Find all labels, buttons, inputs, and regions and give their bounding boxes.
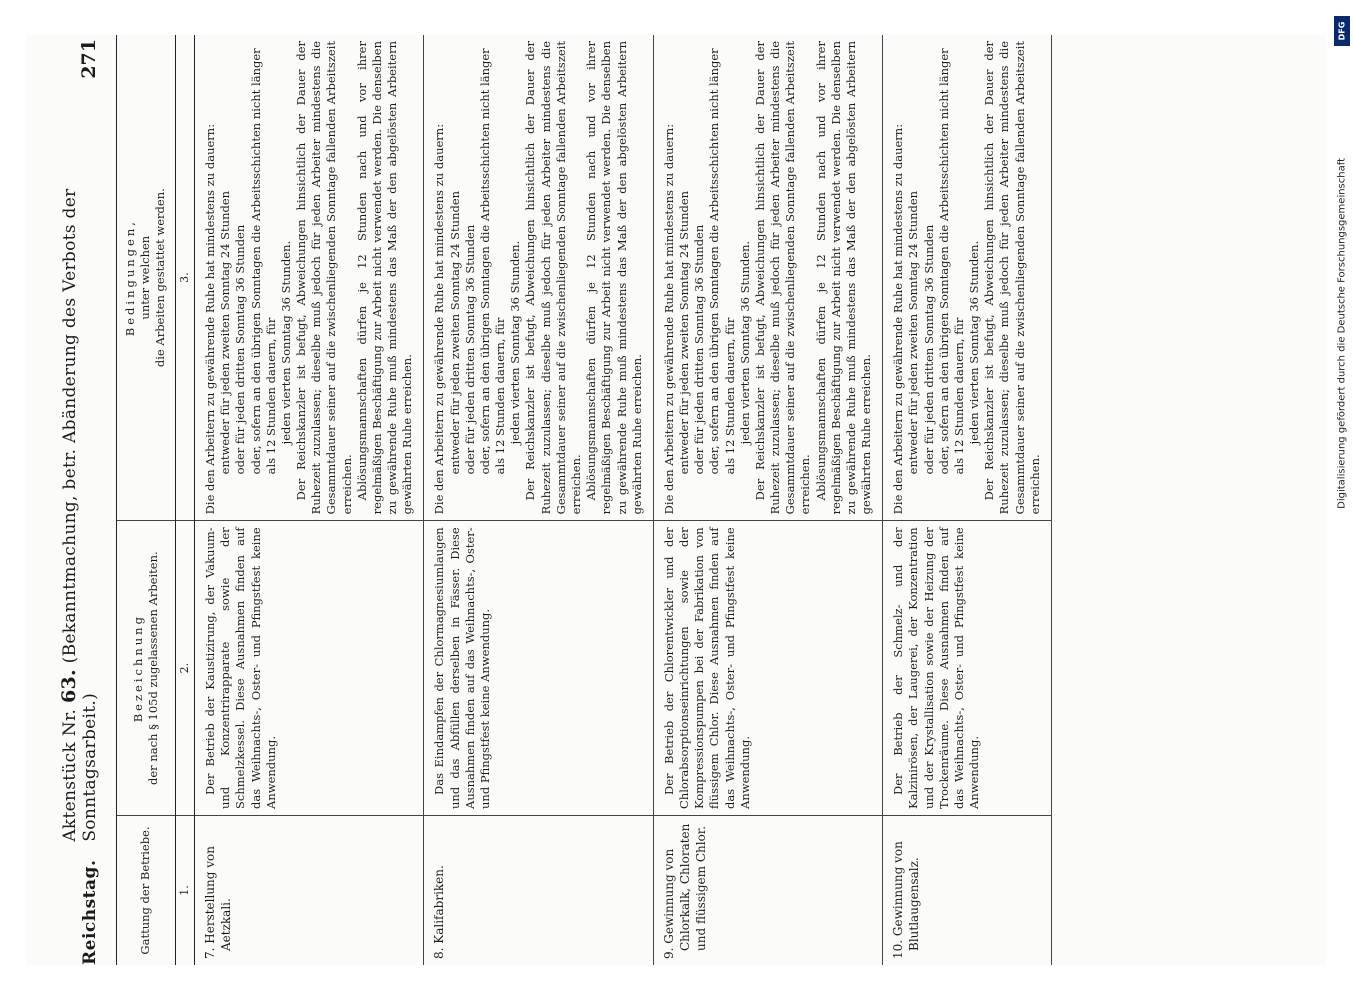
col-header-gattung: Gattung der Betriebe. [117,815,176,965]
condition-option-b: oder für jeden dritten Sonntag 36 Stunden [233,224,248,475]
condition-option-c: oder, sofern an den übrigen Sonntagen die Arbeitsschichten nicht länger als 12 Stunden dauern, für [248,48,278,475]
table-row [195,35,424,965]
digitization-credit: Digitalisierung gefördert durch die Deutsche Forschungsgemeinschaft [1336,158,1348,509]
condition-intro: Die den Arbeitern zu gewährende Ruhe hat mindestens zu dauern: [891,123,906,515]
condition-option-b: oder für jeden dritten Sonntag 36 Stunden [921,224,936,475]
row-category: 7. Herstellung von Aetzkali. [195,815,424,965]
condition-option-a: entweder für jeden zweiten Sonntag 24 Stunden [677,190,692,475]
header-subject: (Bekanntmachung, betr. Abänderung des Verbots der Sonntagsarbeit.) [60,188,100,842]
condition-intro: Die den Arbeitern zu gewährende Ruhe hat mindestens zu dauern: [661,123,676,515]
dfg-logo [1334,16,1350,46]
condition-option-a: entweder für jeden zweiten Sonntag 24 Stunden [906,190,921,475]
condition-option-c: oder, sofern an den übrigen Sonntagen die Arbeitsschichten nicht länger als 12 Stunden dauern, für [477,48,508,475]
rotated-page [26,35,1326,965]
header-title [58,79,100,860]
condition-abloesung: Ablösungsmannschaften dürfen je 12 Stunden nach und vor ihrer regelmäßigen Beschäftigung zur Arbeit nicht verwendet werden. Die denselben zu gewährende Ruhe muß mindestens das Maß der den abgelösten Arbeitern gewährten Ruhe erreichen. [354,41,415,515]
condition-option-d: jeden vierten Sonntag 36 Stunden. [278,240,293,445]
header-reichstag: Reichstag. [80,859,100,965]
row-description: Der Betrieb der Schmelz- und der Kalzinirösen, der Laugerei, der Konzentration und der Krystallisation sowie der Heizung der Trockenräume. Diese Ausnahmen finden auf das Weihnachts-, Oster- und Pfingstfest keine Anwendung. [883,521,1052,816]
header-akten-number: 63. [58,669,80,704]
col-header-bedingungen-sub2: die Arbeiten gestattet werden. [153,188,168,368]
table-row [424,35,653,965]
row-conditions [883,35,1052,521]
condition-abloesung: Ablösungsmannschaften dürfen je 12 Stunden nach und vor ihrer regelmäßigen Beschäftigung zur Arbeit nicht verwendet werden. Die denselben zu gewährende Ruhe muß mindestens das Maß der den abgelösten Arbeitern gewährten Ruhe erreichen. [813,41,874,515]
table-row [653,35,882,965]
col-header-bedingungen-title: Bedingungen, [123,219,137,337]
condition-option-d: jeden vierten Sonntag 36 Stunden. [737,240,752,445]
condition-option-a: entweder für jeden zweiten Sonntag 24 Stunden [218,190,233,475]
page-header [46,35,100,965]
row-description: Der Betrieb der Chlorentwickler und der Chlorabsorptionseinrichtungen sowie der Kompressionspumpen bei der Fabrikation von flüssigem Chlor. Diese Ausnahmen finden auf das Weihnachts-, Oster- und Pfingstfest keine Anwendung. [653,521,882,816]
row-conditions [195,35,424,521]
condition-option-c: oder, sofern an den übrigen Sonntagen die Arbeitsschichten nicht länger als 12 Stunden dauern, für [707,48,737,475]
condition-option-d: jeden vierten Sonntag 36 Stunden. [508,240,523,445]
condition-reichskanzler: Der Reichskanzler ist befugt, Abweichungen hinsichtlich der Dauer der Ruhezeit zuzulassen; dieselbe muß jedoch für jeden Arbeiter mindestens die Gesammtdauer seiner auf die zwischenliegenden Sonntage fallenden Arbeitszeit erreichen. [523,41,583,515]
col-number-1: 1. [175,815,195,965]
col-header-bezeichnung [117,521,176,816]
condition-intro: Die den Arbeitern zu gewährende Ruhe hat mindestens zu dauern: [203,123,218,515]
row-category: 10. Gewinnung von Blutlaugensalz. [883,815,1052,965]
row-category: 8. Kalifabriken. [424,815,653,965]
row-category: 9. Gewinnung von Chlorkalk, Chloraten und flüssigem Chlor. [653,815,882,965]
condition-intro: Die den Arbeitern zu gewährende Ruhe hat mindestens zu dauern: [432,123,447,515]
condition-reichskanzler: Der Reichskanzler ist befugt, Abweichungen hinsichtlich der Dauer der Ruhezeit zuzulassen; dieselbe muß jedoch für jeden Arbeiter mindestens die Gesammtdauer seiner auf die zwischenliegenden Sonntage fallenden Arbeitszeit erreichen. [982,41,1042,515]
col-header-bezeichnung-title: Bezeichnung [130,614,145,723]
condition-option-c: oder, sofern an den übrigen Sonntagen die Arbeitsschichten nicht länger als 12 Stunden dauern, für [936,48,966,475]
dfg-logo-text: DFG [1337,21,1347,41]
col-header-bezeichnung-sub: der nach § 105d zugelassenen Arbeiten. [145,551,160,785]
condition-option-a: entweder für jeden zweiten Sonntag 24 Stunden [447,190,462,475]
row-conditions [424,35,653,521]
row-description: Der Betrieb der Kaustizirung, der Vakuum- und Konzentrirapparate sowie der Schmelzkessel. Diese Ausnahmen finden auf das Weihnachts-, Oster- und Pfingstfest keine Anwendung. [195,521,424,816]
col-header-bedingungen-sub1: unter welchen [138,235,153,320]
condition-abloesung: Ablösungsmannschaften dürfen je 12 Stunden nach und vor ihrer regelmäßigen Beschäftigung zur Arbeit nicht verwendet werden. Die denselben zu gewährende Ruhe muß mindestens das Maß der den abgelösten Arbeitern gewährten Ruhe erreichen. [584,41,644,515]
page-number: 271 [78,39,100,79]
col-number-3: 3. [175,35,195,521]
col-number-2: 2. [175,521,195,816]
condition-option-b: oder für jeden dritten Sonntag 36 Stunden [692,224,707,475]
col-header-bedingungen [117,35,176,521]
condition-reichskanzler: Der Reichskanzler ist befugt, Abweichungen hinsichtlich der Dauer der Ruhezeit zuzulassen; dieselbe muß jedoch für jeden Arbeiter mindestens die Gesammtdauer seiner auf die zwischenliegenden Sonntage fallenden Arbeitszeit erreichen. [752,41,813,515]
digitization-stamp [1331,8,1353,993]
condition-reichskanzler: Der Reichskanzler ist befugt, Abweichungen hinsichtlich der Dauer der Ruhezeit zuzulassen; dieselbe muß jedoch für jeden Arbeiter mindestens die Gesammtdauer seiner auf die zwischenliegenden Sonntage fallenden Arbeitszeit erreichen. [294,41,354,515]
condition-option-b: oder für jeden dritten Sonntag 36 Stunden [462,224,477,475]
row-description: Das Eindampfen der Chlormagnesiumlaugen und das Abfüllen derselben in Fässer. Diese Ausnahmen finden auf das Weihnachts-, Oster- und Pfingstfest keine Anwendung. [424,521,653,816]
regulation-table [116,35,1052,965]
table-row [883,35,1052,965]
row-conditions [653,35,882,521]
header-akten-prefix: Aktenstück Nr. [60,708,80,842]
condition-option-d: jeden vierten Sonntag 36 Stunden. [967,240,982,445]
